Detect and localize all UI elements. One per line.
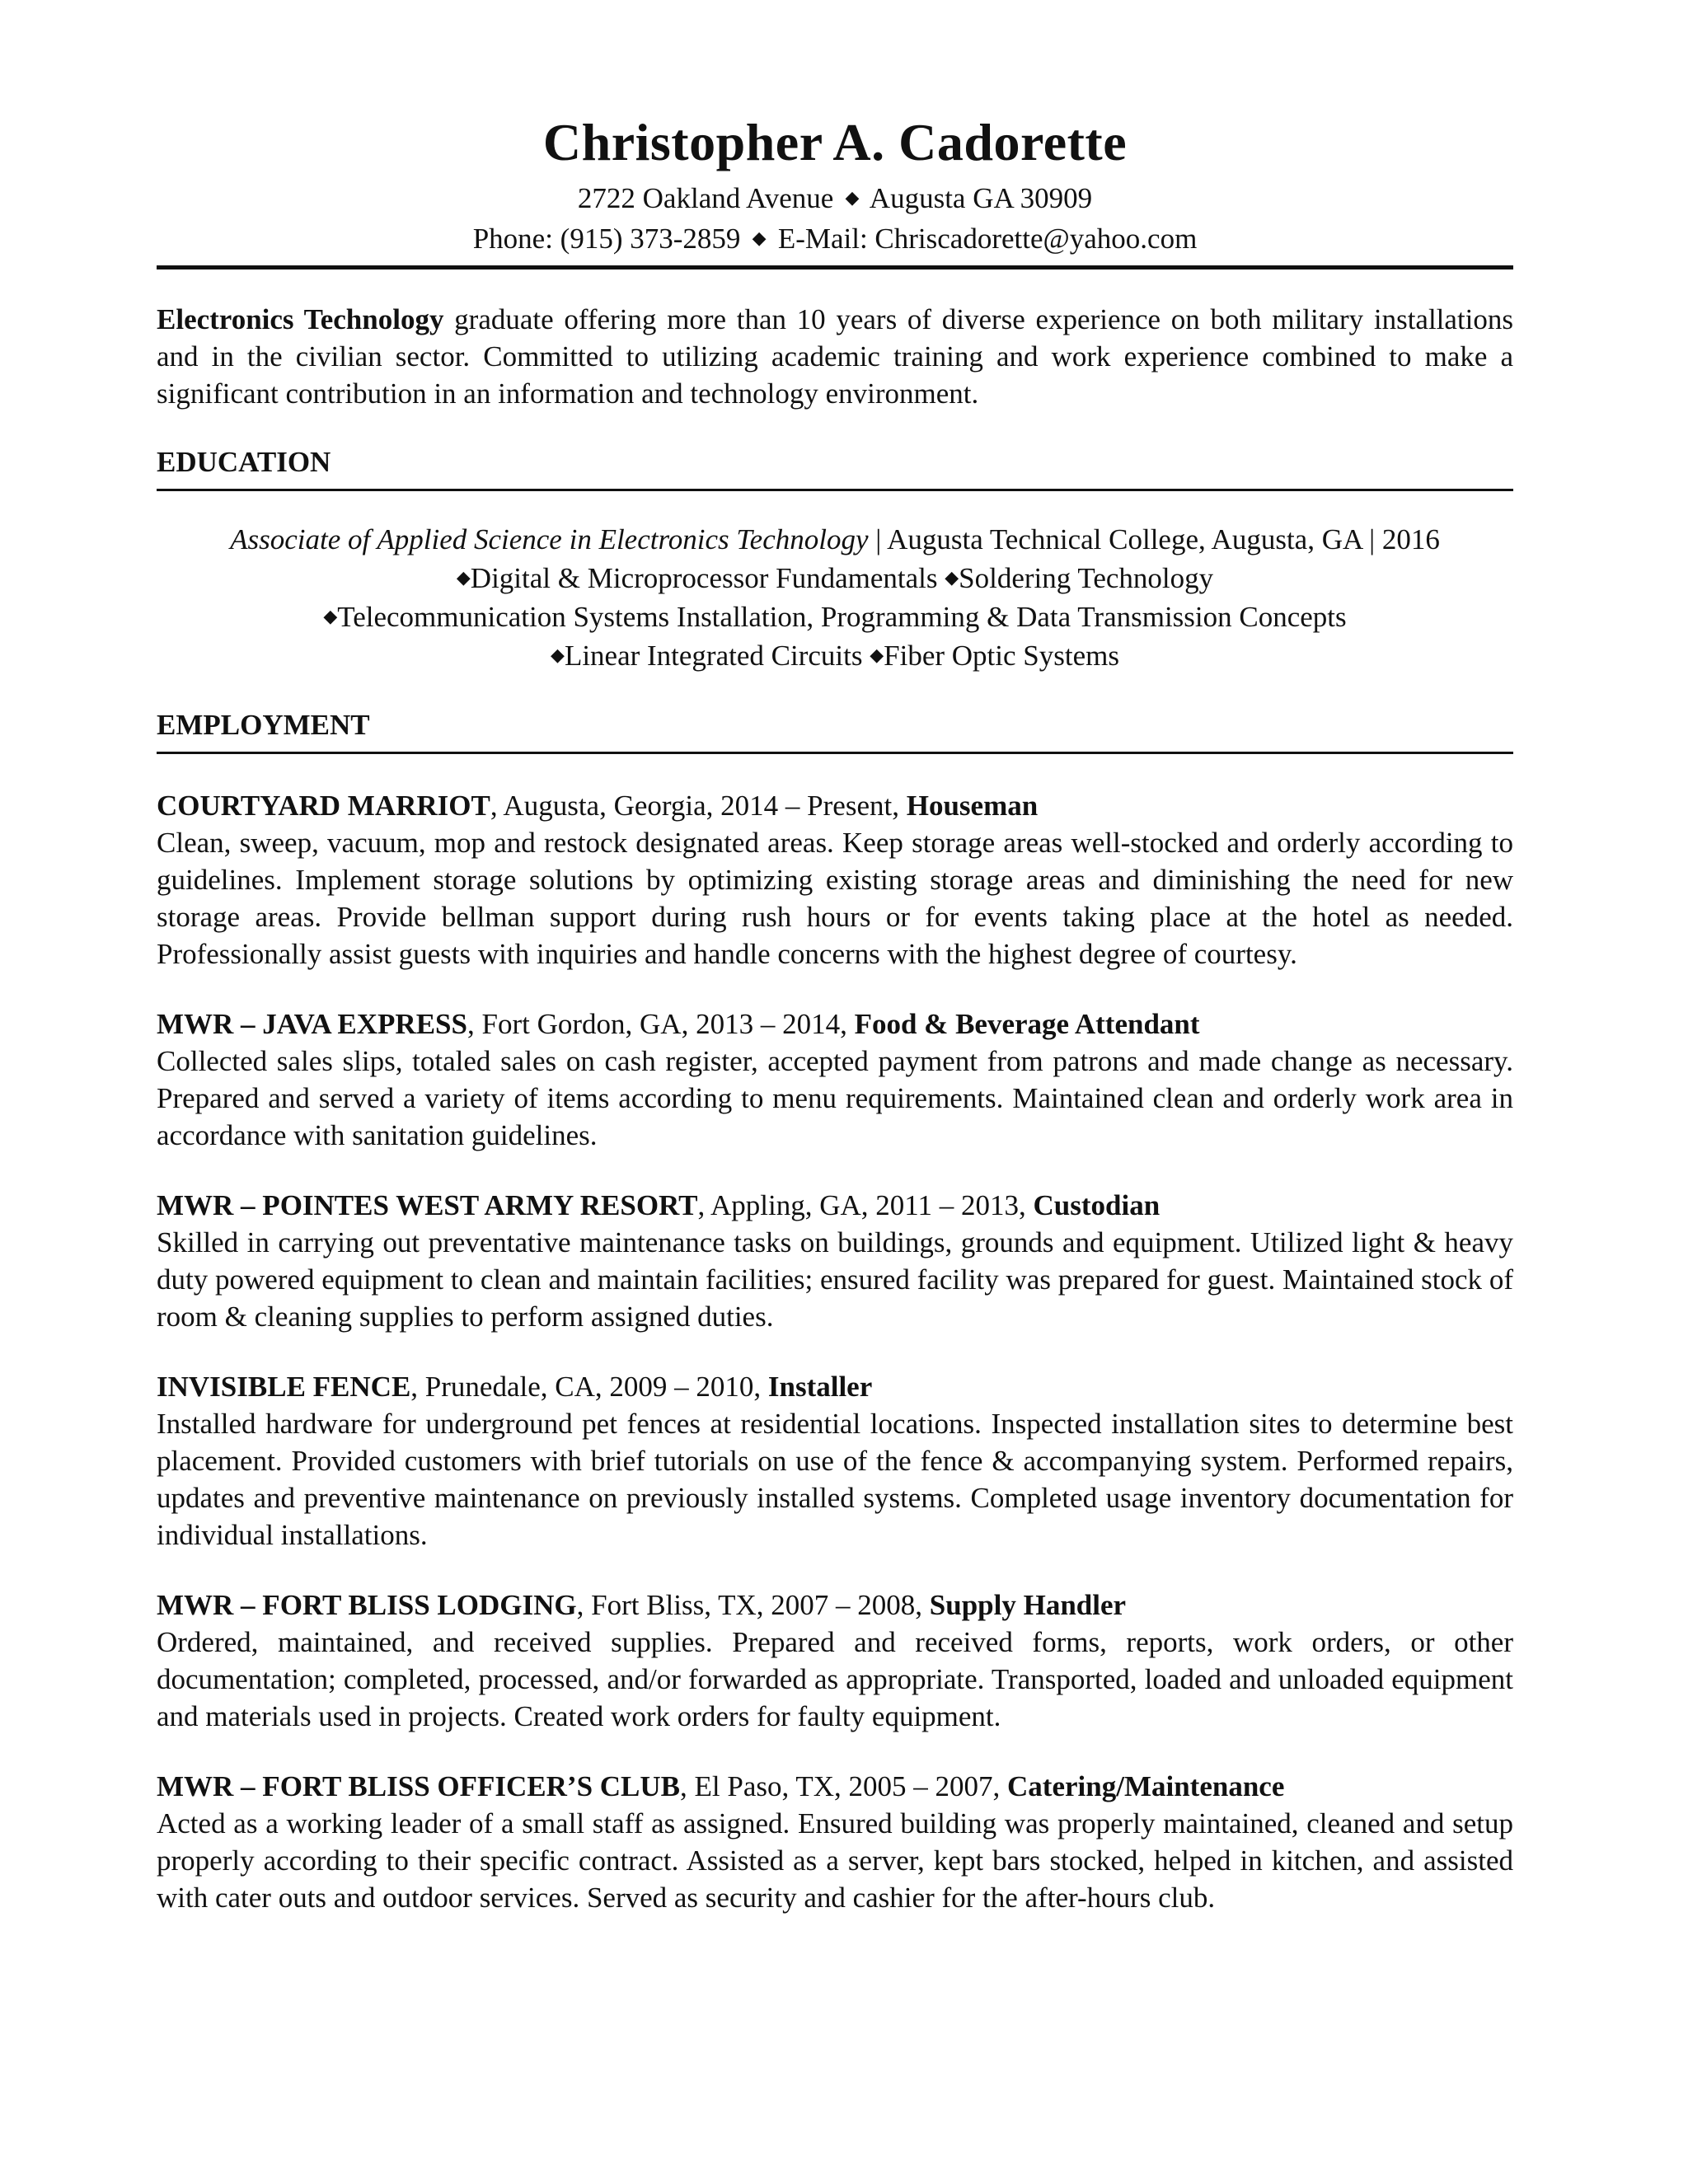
contact-line [157,218,1513,259]
company-name: COURTYARD MARRIOT [157,790,490,822]
course-item: Digital & Microprocessor Fundamentals [470,562,938,594]
summary-paragraph [157,301,1513,412]
street-address: 2722 Oakland Avenue [577,182,834,214]
email-address: E-Mail: Chriscadorette@yahoo.com [777,223,1198,255]
course-item: Soldering Technology [959,562,1214,594]
job-description: Ordered, maintained, and received supplies. Prepared and received forms, reports, work orders, or other documentation; completed, processed, and/or forwarded as appropriate. Transported, loaded and unloaded equipment and materials used in projects. Created work orders for faulty equipment. [157,1626,1513,1732]
job-entry [157,1005,1513,1154]
course-item: Linear Integrated Circuits [564,640,863,672]
company-name: INVISIBLE FENCE [157,1371,411,1403]
course-line [157,598,1513,636]
job-details: , Prunedale, CA, 2009 – 2010, [410,1371,768,1403]
job-details: , Appling, GA, 2011 – 2013, [697,1189,1034,1221]
header-divider [157,265,1513,269]
job-entry [157,1368,1513,1554]
diamond-bullet-icon: ◆ [551,644,565,665]
city-state-zip: Augusta GA 30909 [869,182,1093,214]
company-name: MWR – JAVA EXPRESS [157,1008,467,1040]
job-description: Collected sales slips, totaled sales on cash register, accepted payment from patrons and made change as necessary. Prepared and served a variety of items according to menu requirements. Maintained clean and orderly work area in accordance with sanitation guidelines. [157,1045,1513,1151]
employment-divider [157,752,1513,754]
course-item: Telecommunication Systems Installation, Programming & Data Transmission Concepts [337,601,1347,633]
job-description: Clean, sweep, vacuum, mop and restock designated areas. Keep storage areas well-stocked and orderly according to guidelines. Implement storage solutions by optimizing existing storage areas and diminishing the need for new storage areas. Provide bellman support during rush hours or for events taking place at the hotel as needed. Professionally assist guests with inquiries and handle concerns with the highest degree of courtesy. [157,827,1513,970]
summary-text: graduate offering more than 10 years of diverse experience on both military installations and in the civilian sector. Committed to utilizing academic training and work experience combined to make a significant contribution in an information and technology environment. [157,303,1514,410]
degree-name: Associate of Applied Science in Electronics Technology [230,523,869,555]
job-title: Custodian [1033,1189,1160,1221]
job-details: , Fort Bliss, TX, 2007 – 2008, [576,1589,930,1621]
job-entry [157,1768,1513,1916]
job-details: , El Paso, TX, 2005 – 2007, [680,1770,1008,1802]
degree-line [157,521,1513,559]
job-description: Acted as a working leader of a small staff as assigned. Ensured building was properly maintained, cleaned and setup properly according to their specific contract. Assisted as a server, kept bars stocked, helped in kitchen, and assisted with cater outs and outdoor services. Served as security and cashier for the after-hours club. [157,1807,1513,1914]
job-heading [157,1768,1513,1805]
company-name: MWR – FORT BLISS LODGING [157,1589,577,1621]
education-heading: EDUCATION [157,446,331,478]
diamond-bullet-icon: ◆ [748,227,771,248]
job-title: Installer [767,1371,873,1403]
job-title: Food & Beverage Attendant [854,1008,1200,1040]
education-block [157,521,1513,675]
company-name: MWR – FORT BLISS OFFICER’S CLUB [157,1770,681,1802]
resume-page [157,107,1513,1916]
diamond-bullet-icon: ◆ [456,567,471,588]
candidate-name: Christopher A. Cadorette [542,113,1128,171]
summary-lead: Electronics Technology [157,303,444,335]
job-description: Skilled in carrying out preventative maintenance tasks on buildings, grounds and equipment. Utilized light & heavy duty powered equipment to clean and maintain facilities; ensured facility was prepared for guest. Maintained stock of room & cleaning supplies to perform assigned duties. [157,1226,1513,1333]
diamond-bullet-icon: ◆ [323,606,338,626]
course-line [157,559,1513,598]
job-title: Houseman [906,790,1039,822]
diamond-bullet-icon: ◆ [841,187,864,208]
job-entry [157,1586,1513,1735]
job-heading [157,787,1513,824]
job-entry [157,787,1513,972]
employment-heading: EMPLOYMENT [157,709,370,741]
course-line [157,636,1513,675]
school-info: | Augusta Technical College, Augusta, GA | 2016 [868,523,1440,555]
job-heading [157,1368,1513,1405]
job-details: , Augusta, Georgia, 2014 – Present, [490,790,907,822]
job-details: , Fort Gordon, GA, 2013 – 2014, [467,1008,855,1040]
course-item: Fiber Optic Systems [884,640,1119,672]
diamond-bullet-icon: ◆ [945,567,959,588]
company-name: MWR – POINTES WEST ARMY RESORT [157,1189,698,1221]
address-line [157,178,1513,218]
job-title: Catering/Maintenance [1007,1770,1285,1802]
job-description: Installed hardware for underground pet fences at residential locations. Inspected installation sites to determine best placement. Provided customers with brief tutorials on use of the fence & accompanying system. Performed repairs, updates and preventive maintenance on previously installed systems. Completed usage inventory documentation for individual installations. [157,1408,1513,1551]
job-title: Supply Handler [929,1589,1127,1621]
diamond-bullet-icon: ◆ [870,644,884,665]
job-heading [157,1187,1513,1224]
job-heading [157,1586,1513,1624]
phone-number: Phone: (915) 373-2859 [472,223,741,255]
education-divider [157,489,1513,491]
job-heading [157,1005,1513,1043]
job-entry [157,1187,1513,1335]
